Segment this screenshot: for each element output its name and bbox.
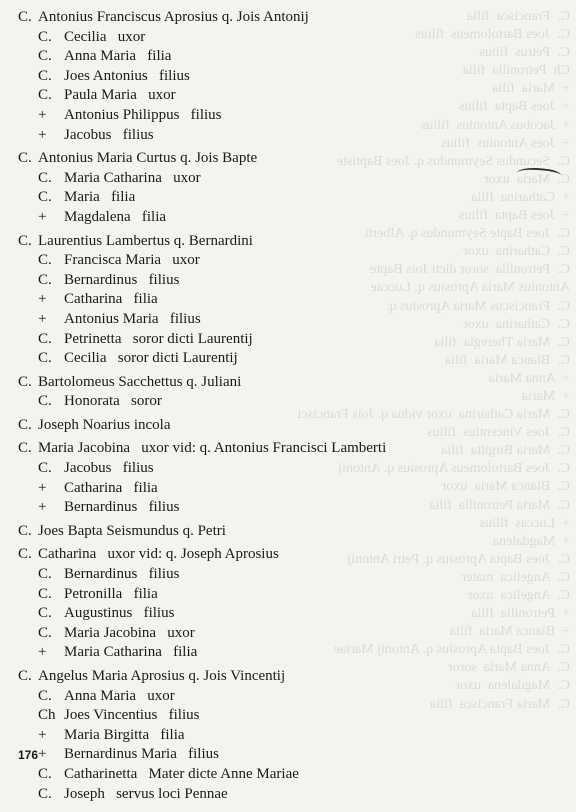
household-member-line (18, 330, 538, 350)
member-name: Bernardinus filius (64, 499, 180, 516)
household-member-line (18, 271, 538, 291)
bleed-through-line: C. Maria Petronilla filia (429, 497, 570, 513)
bleed-through-line: + Anna Maria (488, 370, 570, 386)
status-code: + (38, 208, 47, 225)
status-code: C. (38, 67, 52, 84)
status-code: C. (38, 605, 52, 622)
bleed-through-line: C. Angelica uxor (467, 588, 570, 603)
head-of-household-line (18, 8, 538, 28)
bleed-through-line: C. Bianca Maria filia (444, 352, 570, 368)
household-member-line (18, 726, 538, 746)
bleed-through-line: + Bianca Maria filia (449, 624, 570, 640)
household-member-line (18, 47, 538, 67)
bleed-through-line: C. Franciscus Maria Aprosius q. (386, 298, 570, 314)
status-code: C. (38, 271, 52, 288)
bleed-through-line: + Petronilla filia (471, 606, 570, 622)
member-name: Petrinetta soror dicti Laurentij (64, 330, 253, 347)
household-member-line (18, 251, 538, 271)
bleed-through-line: C. Maria Francisca filia (430, 696, 570, 712)
status-code: C. (18, 9, 32, 25)
bleed-through-line: + Maria (521, 388, 570, 404)
bleed-through-line: C. Joes Vincentius filius (427, 425, 570, 441)
head-of-household-line (18, 416, 538, 436)
household-entry (18, 545, 538, 663)
status-code: C. (38, 48, 52, 65)
bleed-through-line: C. Catharina uxor (463, 244, 570, 260)
status-code: C. (18, 522, 32, 539)
head-of-household-line (18, 439, 538, 459)
bleed-through-line: Antonius Maria Aprosius q. Luccae (370, 280, 570, 296)
status-code: C. (38, 687, 52, 704)
household-member-line (18, 604, 538, 624)
status-code: C. (38, 169, 52, 186)
status-code: Ch (38, 707, 56, 724)
bleed-through-line: C. Maria uxor (484, 171, 570, 187)
member-name: Anna Maria filia (64, 48, 172, 65)
status-code: C. (18, 150, 32, 167)
status-code: + (38, 126, 47, 143)
bleed-through-line: C. Petronilla soror dicti Jois Bapte (370, 262, 570, 278)
bleed-through-line: C. Angelica mater (461, 569, 570, 585)
household-entry (18, 667, 538, 804)
bleed-through-line: + Joes Bapta filius (459, 208, 570, 224)
member-name: Jacobus filius (64, 460, 154, 477)
household-entry (18, 8, 538, 145)
member-name: Paula Maria uxor (64, 87, 176, 104)
bleed-through-line: C. Joes Bapta Aprosius q. Antonij Mariae (333, 642, 570, 658)
member-name: Antonius Philippus filius (64, 106, 222, 123)
household-entry (18, 149, 538, 227)
bleed-through-line: + Jacobus Antonius filius (420, 117, 570, 133)
status-code: + (38, 726, 47, 743)
member-name: Augustinus filius (64, 605, 175, 622)
household-register (18, 8, 538, 808)
bleed-through-line: + Magdalena (492, 533, 570, 549)
status-code: C. (38, 624, 52, 641)
member-name: Catharinetta Mater dicte Anne Mariae (64, 765, 299, 782)
bleed-through-line: C. Petrus filius (479, 45, 570, 61)
status-code: + (38, 746, 47, 763)
household-member-line (18, 28, 538, 48)
bleed-through-line: C. Joes Bapta Aprosius q. Petri Antonij (347, 551, 570, 567)
household-entry (18, 522, 538, 542)
member-name: Maria Catharina filia (64, 644, 198, 661)
member-name: Jacobus filius (64, 126, 154, 143)
head-of-household-line (18, 149, 538, 169)
bleed-through-line: C. Catharina uxor (463, 316, 570, 332)
member-name: Honorata soror (64, 393, 162, 410)
household-member-line (18, 169, 538, 189)
member-name: Joes Vincentius filius (64, 707, 200, 724)
bleed-through-line: C. Maria Theregia filia (434, 334, 570, 350)
bleed-through-line: C. Secundus Seymundus q. Joes Baptiste (336, 153, 570, 169)
status-code: C. (18, 232, 32, 249)
bleed-through-line: Ch Petronilla filia (462, 63, 570, 79)
household-member-line (18, 208, 538, 228)
household-member-line (18, 565, 538, 585)
status-code: C. (38, 460, 52, 477)
bleed-through-line: + Joes Antonius filius (441, 135, 570, 151)
bleed-through-line: + Luccas filius (479, 515, 570, 531)
bleed-through-line: C. Magdalena uxor (455, 678, 570, 694)
head-of-household-name: Laurentius Lambertus q. Bernardini (38, 232, 253, 249)
status-code: C. (38, 585, 52, 602)
head-of-household-line (18, 232, 538, 252)
household-entry (18, 439, 538, 517)
status-code: C. (38, 350, 52, 367)
bleed-through-line: C. Maria Birgitta filia (441, 443, 570, 459)
bleed-through-line: + Maria filia (492, 81, 570, 97)
head-of-household-name: Joseph Noarius incola (38, 416, 171, 433)
status-code: C. (18, 373, 32, 390)
household-member-line (18, 785, 538, 805)
head-of-household-line (18, 545, 538, 565)
member-name: Antonius Maria filius (64, 310, 201, 327)
status-code: + (38, 499, 47, 516)
household-member-line (18, 290, 538, 310)
household-member-line (18, 479, 538, 499)
status-code: C. (38, 393, 52, 410)
member-name: Bernardinus filius (64, 566, 180, 583)
status-code: C. (38, 765, 52, 782)
household-member-line (18, 585, 538, 605)
member-name: Maria Birgitta filia (64, 726, 185, 743)
status-code: + (38, 106, 47, 123)
household-entry (18, 373, 538, 412)
household-member-line (18, 106, 538, 126)
status-code: C. (18, 546, 32, 563)
status-code: C. (38, 566, 52, 583)
status-code: C. (38, 252, 52, 269)
head-of-household-name: Antonius Maria Curtus q. Jois Bapte (38, 150, 258, 167)
member-name: Catharina filia (64, 291, 158, 308)
household-member-line (18, 765, 538, 785)
household-member-line (18, 745, 538, 765)
head-of-household-line (18, 667, 538, 687)
bleed-through-line: C. Maria Catharina uxor vidua q. Jois Francisci (297, 407, 570, 423)
head-of-household-name: Joes Bapta Seismundus q. Petri (38, 522, 226, 539)
member-name: Petronilla filia (64, 585, 158, 602)
bleed-through-line: C. Anna Maria soror (447, 660, 570, 676)
status-code: + (38, 291, 47, 308)
head-of-household-name: Catharina uxor vid: q. Joseph Aprosius (38, 546, 279, 563)
member-name: Catharina filia (64, 479, 158, 496)
household-member-line (18, 624, 538, 644)
member-name: Maria Catharina uxor (64, 169, 201, 186)
status-code: C. (38, 189, 52, 206)
head-of-household-name: Maria Jacobina uxor vid: q. Antonius Francisci Lamberti (38, 440, 387, 457)
household-member-line (18, 188, 538, 208)
head-of-household-line (18, 373, 538, 393)
member-name: Joseph servus loci Pennae (64, 785, 228, 802)
household-member-line (18, 459, 538, 479)
bleed-through-line: C. Joes Bapte Seymundus q. Alberti (364, 226, 570, 242)
member-name: Joes Antonius filius (64, 67, 190, 84)
bleed-through-line: C. Joes Bartolomeus Aprosius q. Antonij (338, 461, 570, 477)
member-name: Cecilia soror dicti Laurentij (64, 350, 238, 367)
household-member-line (18, 706, 538, 726)
status-code: C. (18, 416, 32, 433)
status-code: C. (38, 330, 52, 347)
bleed-through-line: C. Joes Bartolomeus filius (415, 27, 570, 43)
head-of-household-name: Angelus Maria Aprosius q. Jois Vincentij (38, 668, 286, 684)
status-code: C. (38, 87, 52, 104)
bleed-through-line: + Joes Bapta filius (459, 99, 570, 115)
household-member-line (18, 310, 538, 330)
head-of-household-name: Antonius Franciscus Aprosius q. Jois Antonij (38, 9, 309, 25)
household-member-line (18, 687, 538, 707)
status-code: C. (18, 440, 32, 457)
status-code: + (38, 310, 47, 327)
household-member-line (18, 349, 538, 369)
household-member-line (18, 86, 538, 106)
member-name: Cecilia uxor (64, 28, 146, 45)
status-code: + (38, 479, 47, 496)
household-entry (18, 416, 538, 436)
household-member-line (18, 67, 538, 87)
member-name: Maria Jacobina uxor (64, 624, 195, 641)
household-member-line (18, 498, 538, 518)
bleed-through-line: + Catharina filia (471, 189, 570, 205)
bleed-through-line: C. Francisca filia (466, 9, 570, 24)
household-entry (18, 232, 538, 369)
status-code: + (38, 644, 47, 661)
member-name: Maria filia (64, 189, 136, 206)
household-member-line (18, 392, 538, 412)
household-member-line (18, 126, 538, 146)
member-name: Anna Maria uxor (64, 687, 175, 704)
bleed-through-line: C. Bianca Maria uxor (441, 479, 570, 495)
member-name: Bernardinus Maria filius (64, 746, 219, 763)
head-of-household-name: Bartolomeus Sacchettus q. Juliani (38, 373, 242, 390)
page-number: 176 (18, 748, 39, 762)
member-name: Bernardinus filius (64, 271, 180, 288)
member-name: Magdalena filia (64, 208, 167, 225)
status-code: C. (18, 668, 32, 684)
status-code: C. (38, 28, 52, 45)
head-of-household-line (18, 522, 538, 542)
status-code: C. (38, 785, 52, 802)
household-member-line (18, 643, 538, 663)
member-name: Francisca Maria uxor (64, 252, 200, 269)
